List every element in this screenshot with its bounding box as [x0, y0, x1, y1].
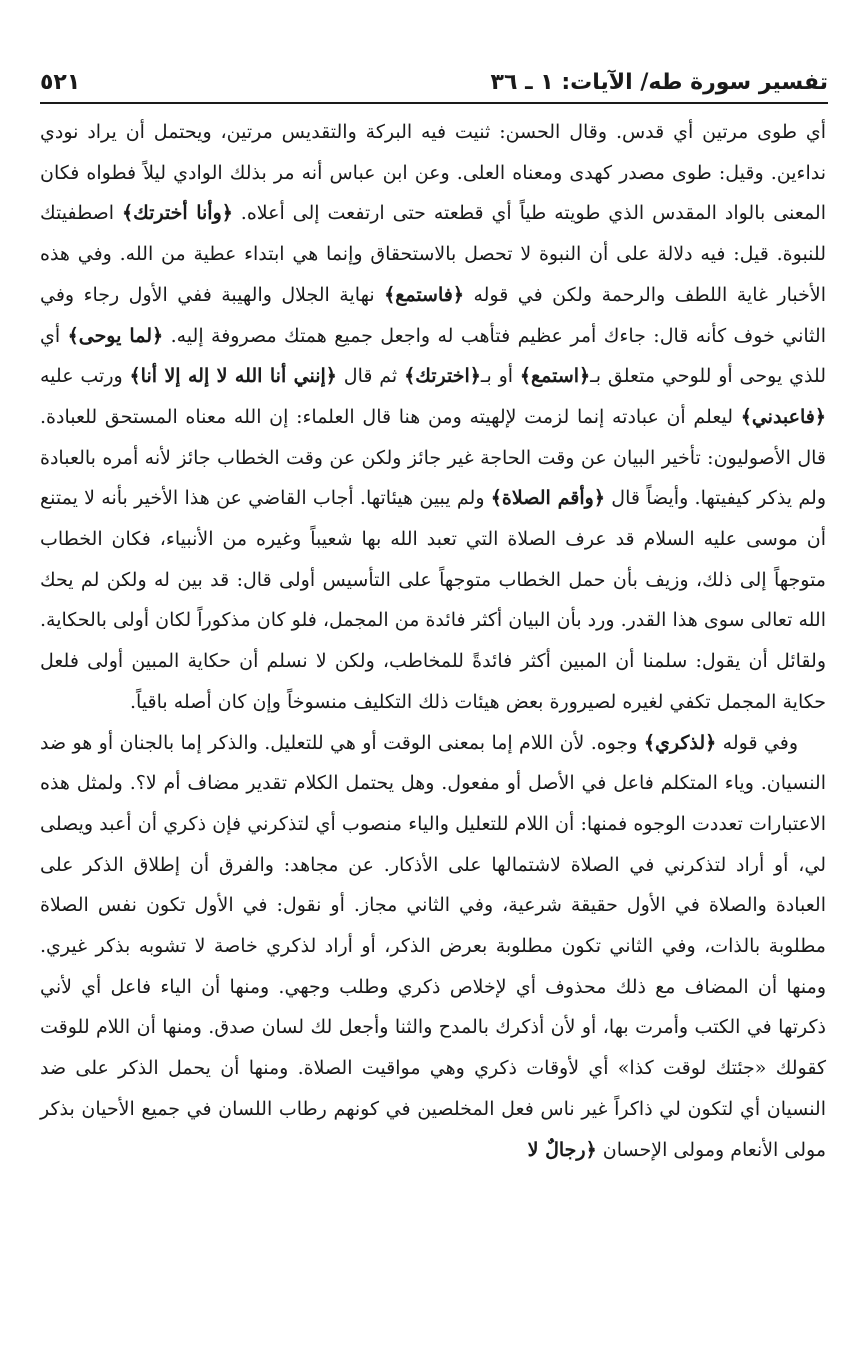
text-run: نهاية الجلال والهيبة ففي الأول رجاء وفي الثاني خوف كأنه قال: جاءك أمر عظيم فتأهب له واجعل جميع همتك مصروفة إليه. — [40, 283, 826, 347]
quran-quote: ﴿فاستمع﴾ — [384, 283, 464, 306]
text-run: أي للذي يوحى أو للوحي متعلق بـ — [40, 324, 826, 388]
quran-quote: ﴿لما يوحى﴾ — [67, 324, 164, 347]
text-run: ليعلم أن عبادته إنما لزمت لإلهيته ومن هنا قال العلماء: إن الله معناه المستحق للعبادة. قال الأصوليون: تأخير البيان عن وقت الحاجة غير جائز ولكن عن وقت الخطاب جائز لأنه أمره بالعبادة ولم يذكر كيفيتها. وأيضاً قال — [40, 405, 826, 510]
paragraph — [40, 112, 826, 723]
page-number: ٥٢١ — [40, 70, 81, 95]
text-run: وفي قوله — [716, 731, 799, 754]
text-run: ورتب عليه — [40, 365, 130, 388]
paragraph — [40, 723, 826, 1171]
quran-quote: ﴿فاعبدني﴾ — [740, 405, 826, 428]
quran-quote: ﴿وأنا أخترتك﴾ — [122, 202, 233, 225]
quran-quote: ﴿إنني أنا الله لا إله إلا أنا﴾ — [129, 365, 337, 388]
text-run: أي طوى مرتين أي قدس. وقال الحسن: ثنيت فيه البركة والتقديس مرتين، ويحتمل أن يراد نودي نداءين. وقيل: طوى مصدر كهدى ومعناه العلى. وعن ابن عباس أنه مر بذلك الوادي ليلاً فطواه فكان المعنى بالواد المقدس الذي طويته طياً أي قطعته حتى ارتفعت إلى أعلاه. — [40, 121, 826, 225]
body-text — [40, 112, 826, 1170]
text-run: ولم يبين هيئاتها. أجاب القاضي عن هذا الأخير بأنه لا يمتنع أن موسى عليه السلام قد عرف الصلاة التي تعبد الله بها شعيباً وغيره من الأنبياء، فكان الخطاب متوجهاً إلى ذلك، وزيف بأن حمل الخطاب متوجهاً على التأسيس أولى قال: قد بين له ولكن لم يحك الله تعالى سوى هذا القدر. ورد بأن البيان أكثر فائدة من المجمل، فلو كان مذكوراً لكان أولى بالحكاية. ولقائل أن يقول: سلمنا أن المبين أكثر فائدةً للمخاطب، ولكن لا نسلم أن حكاية المبين أولى فلعل حكاية المجمل تكفي لغيره لصيرورة بعض هيئات ذلك التكليف منسوخاً وإن كان أصله باقياً. — [40, 487, 826, 713]
text-run: اصطفيتك للنبوة. قيل: فيه دلالة على أن النبوة لا تحصل بالاستحقاق وإنما هي ابتداء عطية من الله. وفي هذه الأخبار غاية اللطف والرحمة ولكن في قوله — [40, 202, 826, 306]
text-run: أو بـ — [480, 365, 520, 388]
quran-quote: ﴿وأقم الصلاة﴾ — [490, 487, 605, 510]
quran-quote: ﴿اخترتك﴾ — [404, 365, 481, 388]
quran-quote: ﴿لذكري﴾ — [643, 731, 717, 754]
text-run: وجوه. لأن اللام إما بمعنى الوقت أو هي للتعليل. والذكر إما بالجنان أو هو ضد النسيان. وياء المتكلم فاعل في الأصل أو مفعول. وهل يحتمل الكلام تقدير مضاف أم لا؟. ولمثل هذه الاعتبارات تعددت الوجوه فمنها: أن اللام للتعليل والياء منصوب أي لتذكرني فإن ذكري أن أعبد ويصلى لي، أو أراد لتذكرني في الصلاة لاشتمالها على الأذكار. عن مجاهد: والفرق أن إطلاق الذكر على العبادة والصلاة في الأول حقيقة شرعية، وفي الثاني مجاز. أو نقول: في الأول تكون نفس الصلاة مطلوبة بالذات، وفي الثاني تكون مطلوبة بعرض الذكر، أو أراد لذكري خاصة لا تشوبه بذكر غيري. ومنها أن المضاف مع ذلك محذوف أي لإخلاص ذكري وطلب وجهي. ومنها أن الياء فاعل أي لأني ذكرتها في الكتب وأمرت بها، أو لأن أذكرك بالمدح والثنا وأجعل لك لسان صدق. ومنها أن اللام للوقت كقولك «جئتك لوقت كذا» أي لأوقات ذكري وهي مواقيت الصلاة. ومنها أن يحمل الذكر على ضد النسيان أي لتكون لي ذاكراً غير ناس فعل المخلصين في كونهم رطاب اللسان في جميع الأحيان بذكر مولى الأنعام ومولى الإحسان — [40, 731, 827, 1161]
quran-quote: ﴿رجالٌ لا — [527, 1138, 597, 1161]
quran-quote: ﴿استمع﴾ — [519, 365, 591, 388]
running-title: تفسير سورة طه/ الآيات: ١ ـ ٣٦ — [490, 70, 828, 95]
text-run: ثم قال — [336, 365, 405, 388]
page-header — [40, 62, 828, 104]
